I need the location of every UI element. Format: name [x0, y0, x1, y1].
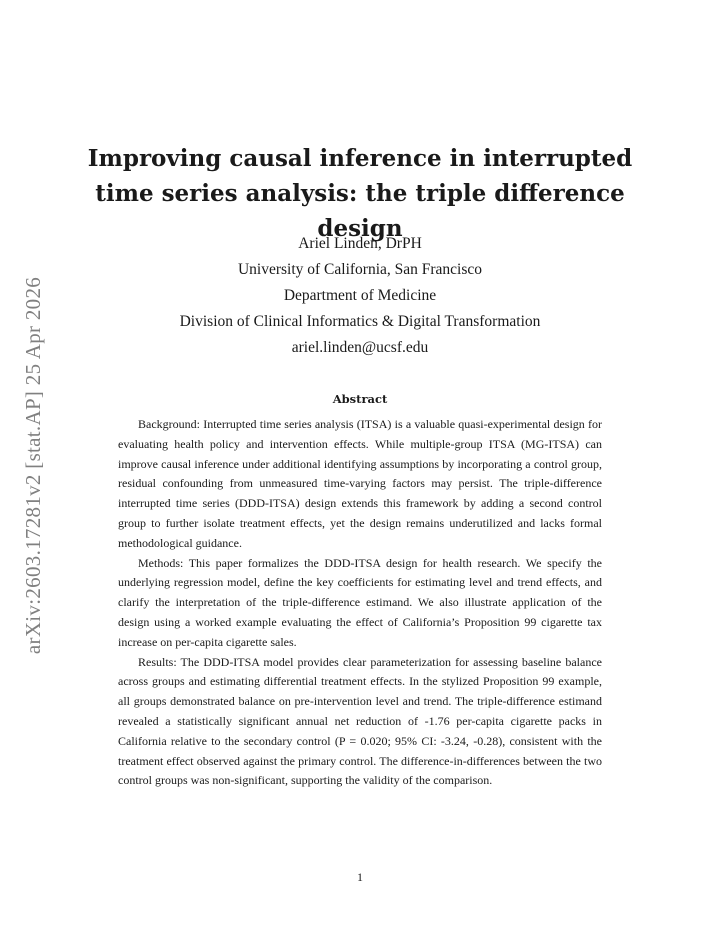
affiliation-division: Division of Clinical Informatics & Digital Transformation: [179, 313, 541, 330]
paper-title: Improving causal inference in interrupted time series analysis: the triple difference design: [87, 145, 633, 242]
abstract-body: [118, 415, 602, 791]
abstract-results: Results: The DDD-ITSA model provides clear parameterization for assessing baseline balance across groups and estimating differential treatment effects. In the stylized Proposition 99 example, all groups demonstrated balance on pre-intervention level and trend. The triple-difference estimand revealed a statistically significant annual net reduction of -1.76 per-capita cigarette packs in California relative to the secondary control (P = 0.020; 95% CI: -3.24, -0.28), consistent with the treatment effect observed against the primary control. The difference-in-differences between the two control groups was non-significant, supporting the validity of the comparison.: [118, 654, 602, 788]
arxiv-identifier: arXiv:2603.17281v2 [stat.AP] 25 Apr 2026: [21, 276, 46, 654]
author-email: ariel.linden@ucsf.edu: [291, 339, 429, 356]
abstract-heading: Abstract: [332, 392, 388, 406]
affiliation-university: University of California, San Francisco: [237, 261, 483, 278]
author-name: Ariel Linden, DrPH: [298, 235, 422, 252]
abstract-background: Background: Interrupted time series analysis (ITSA) is a valuable quasi-experimental design for evaluating health policy and intervention effects. While multiple-group ITSA (MG-ITSA) can improve causal inference under additional identifying assumptions by incorporating a control group, residual confounding from unmeasured time-varying factors may persist. The triple-difference interrupted time series (DDD-ITSA) design extends this framework by adding a second control group to further isolate treatment effects, yet the design remains underutilized and lacks formal methodological guidance.: [118, 417, 602, 550]
author-block: [110, 231, 610, 361]
abstract-methods: Methods: This paper formalizes the DDD-ITSA design for health research. We specify the underlying regression model, define the key coefficients for estimating level and trend effects, and clarify the interpretation of the triple-difference estimand. We also illustrate application of the design using a worked example evaluating the effect of California’s Proposition 99 cigarette tax increase on per-capita cigarette sales.: [118, 555, 602, 649]
page-number: 1: [357, 870, 363, 884]
affiliation-department: Department of Medicine: [283, 287, 437, 304]
arxiv-sidebar: [15, 255, 53, 675]
